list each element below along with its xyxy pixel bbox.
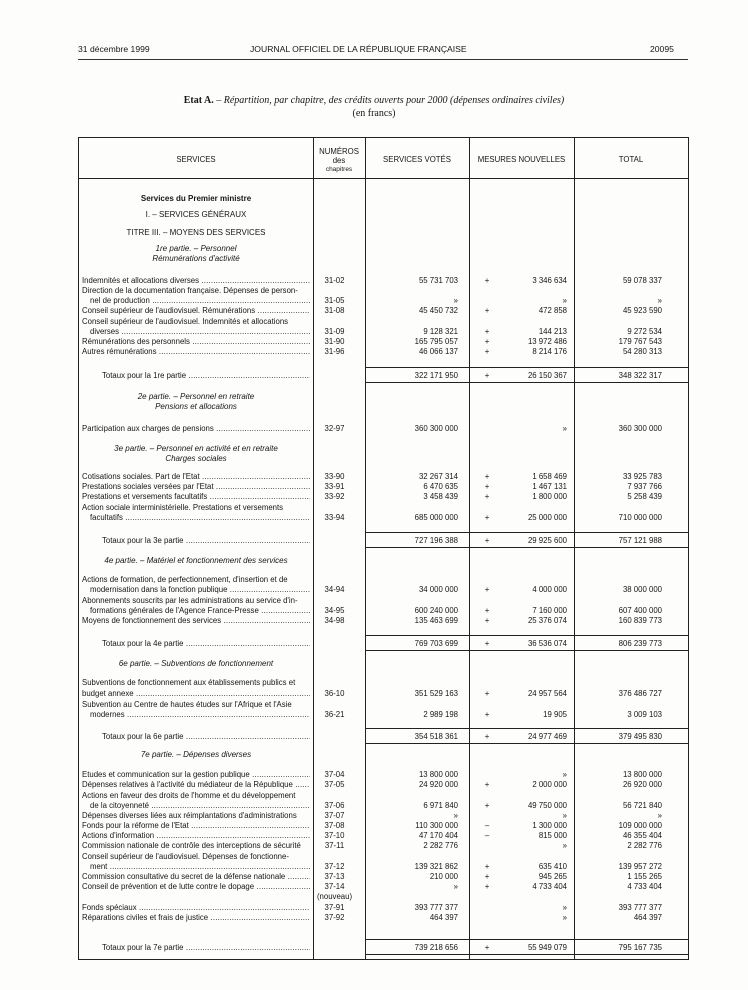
- row-label: Totaux pour la 1re partie .....: [82, 371, 310, 381]
- services-votes-value: »: [453, 296, 458, 305]
- mesures-sign: +: [484, 513, 490, 522]
- mesures-sign: +: [484, 347, 490, 356]
- services-votes-value: 464 397: [429, 913, 458, 922]
- chapter-number: 37-04: [324, 770, 345, 779]
- mesures-nouvelles-value: 4 000 000: [532, 585, 567, 594]
- total-value: 3 009 103: [627, 710, 662, 719]
- row-label: Fonds pour la réforme de l'Etat .....: [82, 821, 310, 831]
- mesures-sign: +: [484, 371, 490, 380]
- table-row: [79, 678, 690, 688]
- mesures-nouvelles-value: 49 750 000: [527, 801, 567, 810]
- row-label: Action sociale interministérielle. Prestations et versements: [82, 503, 284, 512]
- total-rule: [574, 532, 688, 533]
- title-rest: – Répartition, par chapitre, des crédits ouverts pour 2000 (dépenses ordinaires civiles): [213, 95, 565, 106]
- row-label: Rémunérations des personnels .....: [82, 337, 310, 347]
- mesures-sign: +: [484, 276, 490, 285]
- row-label: Subventions de fonctionnement aux établissements publics et: [82, 678, 296, 687]
- services-votes-value: 13 800 000: [418, 770, 458, 779]
- table-row: [79, 882, 690, 892]
- services-votes-value: 351 529 163: [414, 689, 458, 698]
- mesures-nouvelles-value: 25 000 000: [527, 513, 567, 522]
- total-rule: [469, 532, 574, 533]
- total-rule: [574, 728, 688, 729]
- section-heading: Services du Premier ministre: [140, 194, 252, 203]
- row-label: modernisation dans la fonction publique .....: [82, 585, 310, 595]
- table-row: [79, 492, 690, 502]
- total-rule: [365, 939, 469, 940]
- mesures-nouvelles-value: 2 000 000: [532, 780, 567, 789]
- row-label: Commission nationale de contrôle des interceptions de sécurité: [82, 841, 301, 850]
- chapter-number: 32-97: [324, 424, 345, 433]
- mesures-nouvelles-value: 19 905: [543, 710, 567, 719]
- column-header-numeros-line3: chapitres: [325, 166, 353, 173]
- mesures-nouvelles-value: »: [562, 811, 567, 820]
- header-page-number: 20095: [650, 44, 674, 54]
- total-value: 54 280 313: [622, 347, 662, 356]
- section-heading: 2e partie. – Personnel en retraite: [137, 392, 255, 401]
- table-row: [79, 606, 690, 616]
- total-rule: [365, 367, 469, 368]
- table-row: [79, 872, 690, 882]
- row-label: Etudes et communication sur la gestion publique .....: [82, 770, 310, 780]
- total-rule: [469, 743, 574, 744]
- column-header-total: TOTAL: [618, 155, 644, 164]
- mesures-nouvelles-value: 4 733 404: [532, 882, 567, 891]
- title-unit: (en francs): [352, 108, 396, 119]
- total-value: 464 397: [633, 913, 662, 922]
- table-row: [79, 347, 690, 357]
- total-rule: [365, 743, 469, 744]
- mesures-sign: +: [484, 536, 490, 545]
- table-row: [79, 801, 690, 811]
- mesures-nouvelles-value: 144 213: [538, 327, 567, 336]
- services-votes-value: 2 989 198: [423, 710, 458, 719]
- services-votes-value: 165 795 057: [414, 337, 458, 346]
- header-rule: [78, 59, 688, 60]
- column-header-mesures: MESURES NOUVELLES: [477, 155, 566, 164]
- mesures-nouvelles-value: 36 536 074: [527, 639, 567, 648]
- mesures-sign: +: [484, 732, 490, 741]
- page-title: [0, 95, 748, 106]
- total-rule: [469, 635, 574, 636]
- row-label: Totaux pour la 4e partie .....: [82, 639, 310, 649]
- table-row: [79, 317, 690, 327]
- total-value: 9 272 534: [627, 327, 662, 336]
- total-row: [79, 371, 690, 381]
- mesures-sign: +: [484, 616, 490, 625]
- total-value: 795 167 735: [618, 943, 662, 952]
- row-label: Subvention au Centre de hautes études sur l'Afrique et l'Asie: [82, 700, 292, 709]
- row-label: Prestations sociales versées par l'Etat .....: [82, 482, 310, 492]
- mesures-sign: +: [484, 801, 490, 810]
- row-label: Conseil supérieur de l'audiovisuel. Dépenses de fonctionne-: [82, 852, 289, 861]
- mesures-sign: +: [484, 472, 490, 481]
- section-heading: Charges sociales: [165, 454, 227, 463]
- total-rule: [469, 547, 574, 548]
- row-label: facultatifs .....: [82, 513, 310, 523]
- table-row: [79, 337, 690, 347]
- services-votes-value: 6 470 635: [423, 482, 458, 491]
- table-row: [79, 831, 690, 841]
- row-label: budget annexe .....: [82, 689, 310, 699]
- table-row: [79, 770, 690, 780]
- total-value: 56 721 840: [622, 801, 662, 810]
- total-value: 33 925 783: [622, 472, 662, 481]
- header-divider: [79, 178, 688, 179]
- mesures-sign: +: [484, 585, 490, 594]
- total-rule: [365, 728, 469, 729]
- total-row: [79, 639, 690, 649]
- table-row: [79, 780, 690, 790]
- chapter-number: 37-10: [324, 831, 345, 840]
- total-value: 179 767 543: [618, 337, 662, 346]
- total-value: 393 777 377: [618, 903, 662, 912]
- total-value: »: [657, 811, 662, 820]
- services-votes-value: 32 267 314: [418, 472, 458, 481]
- section-heading: 3e partie. – Personnel en activité et en retraite: [114, 444, 278, 453]
- total-rule: [469, 728, 574, 729]
- chapter-number: 31-09: [324, 327, 345, 336]
- row-label: modernes .....: [82, 710, 310, 720]
- chapter-number: (nouveau): [316, 892, 353, 901]
- total-rule: [365, 635, 469, 636]
- total-rule: [574, 954, 688, 955]
- section-heading: TITRE III. – MOYENS DES SERVICES: [126, 228, 266, 237]
- mesures-sign: +: [484, 639, 490, 648]
- row-label: Actions d'information .....: [82, 831, 310, 841]
- table-row: [79, 862, 690, 872]
- total-value: 5 258 439: [627, 492, 662, 501]
- chapter-number: 31-96: [324, 347, 345, 356]
- services-votes-value: 9 128 321: [423, 327, 458, 336]
- table-row: [79, 503, 690, 513]
- total-value: »: [657, 296, 662, 305]
- table-row: [79, 616, 690, 626]
- services-votes-value: 45 450 732: [418, 306, 458, 315]
- mesures-sign: +: [484, 327, 490, 336]
- mesures-sign: –: [484, 821, 490, 830]
- mesures-nouvelles-value: 472 858: [538, 306, 567, 315]
- total-rule: [574, 743, 688, 744]
- table-row: [79, 296, 690, 306]
- section-heading: Pensions et allocations: [155, 402, 237, 411]
- services-votes-value: 34 000 000: [418, 585, 458, 594]
- chapter-number: 37-06: [324, 801, 345, 810]
- total-rule: [469, 382, 574, 383]
- total-rule: [365, 547, 469, 548]
- total-rule: [365, 650, 469, 651]
- mesures-nouvelles-value: 8 214 176: [532, 347, 567, 356]
- chapter-number: 34-95: [324, 606, 345, 615]
- mesures-sign: +: [484, 306, 490, 315]
- row-label: Abonnements souscrits par les administrations au service d'in-: [82, 596, 298, 605]
- services-votes-value: 47 170 404: [418, 831, 458, 840]
- total-rule: [574, 939, 688, 940]
- chapter-number: 33-90: [324, 472, 345, 481]
- chapter-number: 31-02: [324, 276, 345, 285]
- chapter-number: 33-92: [324, 492, 345, 501]
- total-rule: [574, 547, 688, 548]
- mesures-sign: +: [484, 606, 490, 615]
- services-votes-value: 24 920 000: [418, 780, 458, 789]
- total-value: 46 355 404: [622, 831, 662, 840]
- column-header-numeros-line1: NUMÉROS: [319, 147, 359, 156]
- total-value: 26 920 000: [622, 780, 662, 789]
- table-row: [79, 585, 690, 595]
- mesures-nouvelles-value: 55 949 079: [527, 943, 567, 952]
- mesures-sign: –: [484, 831, 490, 840]
- services-votes-value: 393 777 377: [414, 903, 458, 912]
- total-rule: [574, 367, 688, 368]
- services-votes-value: 210 000: [429, 872, 458, 881]
- total-row: [79, 943, 690, 953]
- mesures-nouvelles-value: 815 000: [538, 831, 567, 840]
- row-label: Actions de formation, de perfectionnement, d'insertion et de: [82, 575, 288, 584]
- chapter-number: 36-10: [324, 689, 345, 698]
- total-value: 376 486 727: [618, 689, 662, 698]
- total-value: 348 322 317: [618, 371, 662, 380]
- column-header-votes: SERVICES VOTÉS: [383, 155, 451, 164]
- row-label: diverses .....: [82, 327, 310, 337]
- row-label: Autres rémunérations .....: [82, 347, 310, 357]
- chapter-number: 37-05: [324, 780, 345, 789]
- mesures-sign: +: [484, 689, 490, 698]
- section-heading: I. – SERVICES GÉNÉRAUX: [145, 210, 247, 219]
- column-header-services: SERVICES: [176, 155, 216, 164]
- table-row: [79, 700, 690, 710]
- total-value: 59 078 337: [622, 276, 662, 285]
- mesures-nouvelles-value: »: [562, 913, 567, 922]
- mesures-sign: +: [484, 862, 490, 871]
- row-label: Réparations civiles et frais de justice .....: [82, 913, 310, 923]
- table-row: [79, 472, 690, 482]
- mesures-nouvelles-value: 3 346 634: [532, 276, 567, 285]
- total-value: 139 957 272: [618, 862, 662, 871]
- total-rule: [469, 650, 574, 651]
- header-journal-title: JOURNAL OFFICIEL DE LA RÉPUBLIQUE FRANÇAISE: [250, 44, 467, 54]
- mesures-nouvelles-value: 1 467 131: [532, 482, 567, 491]
- column-header-numeros: [313, 147, 365, 174]
- table-row: [79, 482, 690, 492]
- mesures-nouvelles-value: 24 977 469: [527, 732, 567, 741]
- row-label: Moyens de fonctionnement des services .....: [82, 616, 310, 626]
- total-value: 160 839 773: [618, 616, 662, 625]
- row-label: Dépenses relatives à l'activité du médiateur de la République .....: [82, 780, 310, 790]
- mesures-nouvelles-value: 29 925 600: [527, 536, 567, 545]
- row-label: Fonds spéciaux .....: [82, 903, 310, 913]
- services-votes-value: »: [453, 882, 458, 891]
- table-row: [79, 596, 690, 606]
- total-value: 806 239 773: [618, 639, 662, 648]
- chapter-number: 37-13: [324, 872, 345, 881]
- total-value: 13 800 000: [622, 770, 662, 779]
- total-value: 1 155 265: [627, 872, 662, 881]
- table-row: [79, 327, 690, 337]
- mesures-nouvelles-value: »: [562, 841, 567, 850]
- mesures-nouvelles-value: 1 658 469: [532, 472, 567, 481]
- table-row: [79, 286, 690, 296]
- table-row: [79, 424, 690, 434]
- table-row: [79, 841, 690, 851]
- column-header-numeros-line2: des: [332, 156, 346, 165]
- total-value: 607 400 000: [618, 606, 662, 615]
- services-votes-value: 360 300 000: [414, 424, 458, 433]
- total-value: 360 300 000: [618, 424, 662, 433]
- credits-table: [78, 137, 689, 960]
- section-heading: 1re partie. – Personnel: [155, 244, 237, 253]
- chapter-number: 36-21: [324, 710, 345, 719]
- mesures-nouvelles-value: 25 376 074: [527, 616, 567, 625]
- row-label: de la citoyenneté .....: [82, 801, 310, 811]
- row-label: Totaux pour la 7e partie .....: [82, 943, 310, 953]
- mesures-sign: +: [484, 710, 490, 719]
- row-label: Cotisations sociales. Part de l'Etat .....: [82, 472, 310, 482]
- row-label: Participation aux charges de pensions .....: [82, 424, 310, 434]
- services-votes-value: 3 458 439: [423, 492, 458, 501]
- services-votes-value: 600 240 000: [414, 606, 458, 615]
- mesures-nouvelles-value: 1 300 000: [532, 821, 567, 830]
- table-row: [79, 892, 690, 902]
- row-label: Totaux pour la 3e partie .....: [82, 536, 310, 546]
- services-votes-value: 2 282 776: [423, 841, 458, 850]
- total-row: [79, 732, 690, 742]
- services-votes-value: 139 321 862: [414, 862, 458, 871]
- total-value: 45 923 590: [622, 306, 662, 315]
- total-rule: [574, 382, 688, 383]
- table-row: [79, 821, 690, 831]
- mesures-sign: +: [484, 882, 490, 891]
- total-rule: [469, 939, 574, 940]
- table-row: [79, 791, 690, 801]
- total-rule: [365, 382, 469, 383]
- row-label: Prestations et versements facultatifs .....: [82, 492, 310, 502]
- table-row: [79, 306, 690, 316]
- total-rule: [469, 367, 574, 368]
- total-value: 38 000 000: [622, 585, 662, 594]
- mesures-nouvelles-value: 945 265: [538, 872, 567, 881]
- table-row: [79, 513, 690, 523]
- chapter-number: 34-98: [324, 616, 345, 625]
- mesures-sign: +: [484, 337, 490, 346]
- chapter-number: 33-91: [324, 482, 345, 491]
- row-label: Dépenses diverses liées aux réimplantations d'administrations: [82, 811, 297, 820]
- row-label: Actions en faveur des droits de l'homme et du développement: [82, 791, 296, 800]
- chapter-number: 37-11: [324, 841, 345, 850]
- table-row: [79, 276, 690, 286]
- total-rule: [469, 954, 574, 955]
- services-votes-value: 110 300 000: [415, 821, 458, 830]
- total-value: 710 000 000: [618, 513, 662, 522]
- mesures-nouvelles-value: 26 150 367: [527, 371, 567, 380]
- services-votes-value: »: [453, 811, 458, 820]
- services-votes-value: 46 066 137: [418, 347, 458, 356]
- services-votes-value: 55 731 703: [418, 276, 458, 285]
- services-votes-value: 727 196 388: [414, 536, 458, 545]
- total-value: 757 121 988: [618, 536, 662, 545]
- chapter-number: 37-08: [324, 821, 345, 830]
- chapter-number: 34-94: [324, 585, 345, 594]
- table-row: [79, 710, 690, 720]
- row-label: Conseil supérieur de l'audiovisuel. Rémunérations .....: [82, 306, 310, 316]
- services-votes-value: 135 463 699: [414, 616, 458, 625]
- mesures-nouvelles-value: »: [562, 903, 567, 912]
- services-votes-value: 769 703 699: [414, 639, 458, 648]
- row-label: Commission consultative du secret de la défense nationale .....: [82, 872, 310, 882]
- chapter-number: 37-12: [324, 862, 345, 871]
- total-rule: [365, 954, 469, 955]
- total-rule: [574, 635, 688, 636]
- row-label: Conseil de prévention et de lutte contre le dopage .....: [82, 882, 310, 892]
- table-row: [79, 852, 690, 862]
- row-label: Totaux pour la 6e partie .....: [82, 732, 310, 742]
- total-value: 379 495 830: [618, 732, 662, 741]
- mesures-sign: +: [484, 482, 490, 491]
- row-label: ment .....: [82, 862, 310, 872]
- services-votes-value: 685 000 000: [414, 513, 458, 522]
- title-bold: Etat A.: [183, 95, 214, 106]
- chapter-number: 31-08: [324, 306, 345, 315]
- chapter-number: 37-91: [324, 903, 345, 912]
- section-heading: Rémunérations d'activité: [152, 254, 240, 263]
- chapter-number: 37-92: [324, 913, 345, 922]
- mesures-nouvelles-value: 24 957 564: [527, 689, 567, 698]
- mesures-nouvelles-value: 7 160 000: [532, 606, 567, 615]
- table-row: [79, 811, 690, 821]
- mesures-nouvelles-value: 1 800 000: [532, 492, 567, 501]
- mesures-sign: +: [484, 872, 490, 881]
- mesures-nouvelles-value: »: [562, 296, 567, 305]
- services-votes-value: 322 171 950: [414, 371, 458, 380]
- table-row: [79, 903, 690, 913]
- chapter-number: 37-14: [324, 882, 345, 891]
- section-heading: 7e partie. – Dépenses diverses: [140, 750, 252, 759]
- total-value: 2 282 776: [627, 841, 662, 850]
- section-heading: 6e partie. – Subventions de fonctionnement: [118, 659, 274, 668]
- table-row: [79, 575, 690, 585]
- total-rule: [365, 532, 469, 533]
- total-rule: [574, 650, 688, 651]
- mesures-sign: +: [484, 492, 490, 501]
- total-value: 4 733 404: [627, 882, 662, 891]
- chapter-number: 31-90: [324, 337, 345, 346]
- total-value: 7 937 766: [627, 482, 662, 491]
- chapter-number: 31-05: [324, 296, 345, 305]
- table-row: [79, 913, 690, 923]
- mesures-nouvelles-value: »: [562, 770, 567, 779]
- section-heading: 4e partie. – Matériel et fonctionnement des services: [104, 556, 288, 565]
- services-votes-value: 6 971 840: [423, 801, 458, 810]
- table-row: [79, 689, 690, 699]
- row-label: Indemnités et allocations diverses .....: [82, 276, 310, 286]
- row-label: formations générales de l'Agence France-Presse .....: [82, 606, 310, 616]
- header-date: 31 décembre 1999: [78, 44, 150, 54]
- row-label: Conseil supérieur de l'audiovisuel. Indemnités et allocations: [82, 317, 289, 326]
- services-votes-value: 739 218 656: [414, 943, 458, 952]
- total-value: 109 000 000: [618, 821, 662, 830]
- chapter-number: 33-94: [324, 513, 345, 522]
- mesures-nouvelles-value: 635 410: [538, 862, 567, 871]
- row-label: nel de production .....: [82, 296, 310, 306]
- services-votes-value: 354 518 361: [414, 732, 458, 741]
- chapter-number: 37-07: [324, 811, 345, 820]
- mesures-sign: +: [484, 943, 490, 952]
- total-row: [79, 536, 690, 546]
- mesures-nouvelles-value: 13 972 486: [527, 337, 567, 346]
- mesures-nouvelles-value: »: [562, 424, 567, 433]
- mesures-sign: +: [484, 780, 490, 789]
- row-label: Direction de la documentation française. Dépenses de person-: [82, 286, 298, 295]
